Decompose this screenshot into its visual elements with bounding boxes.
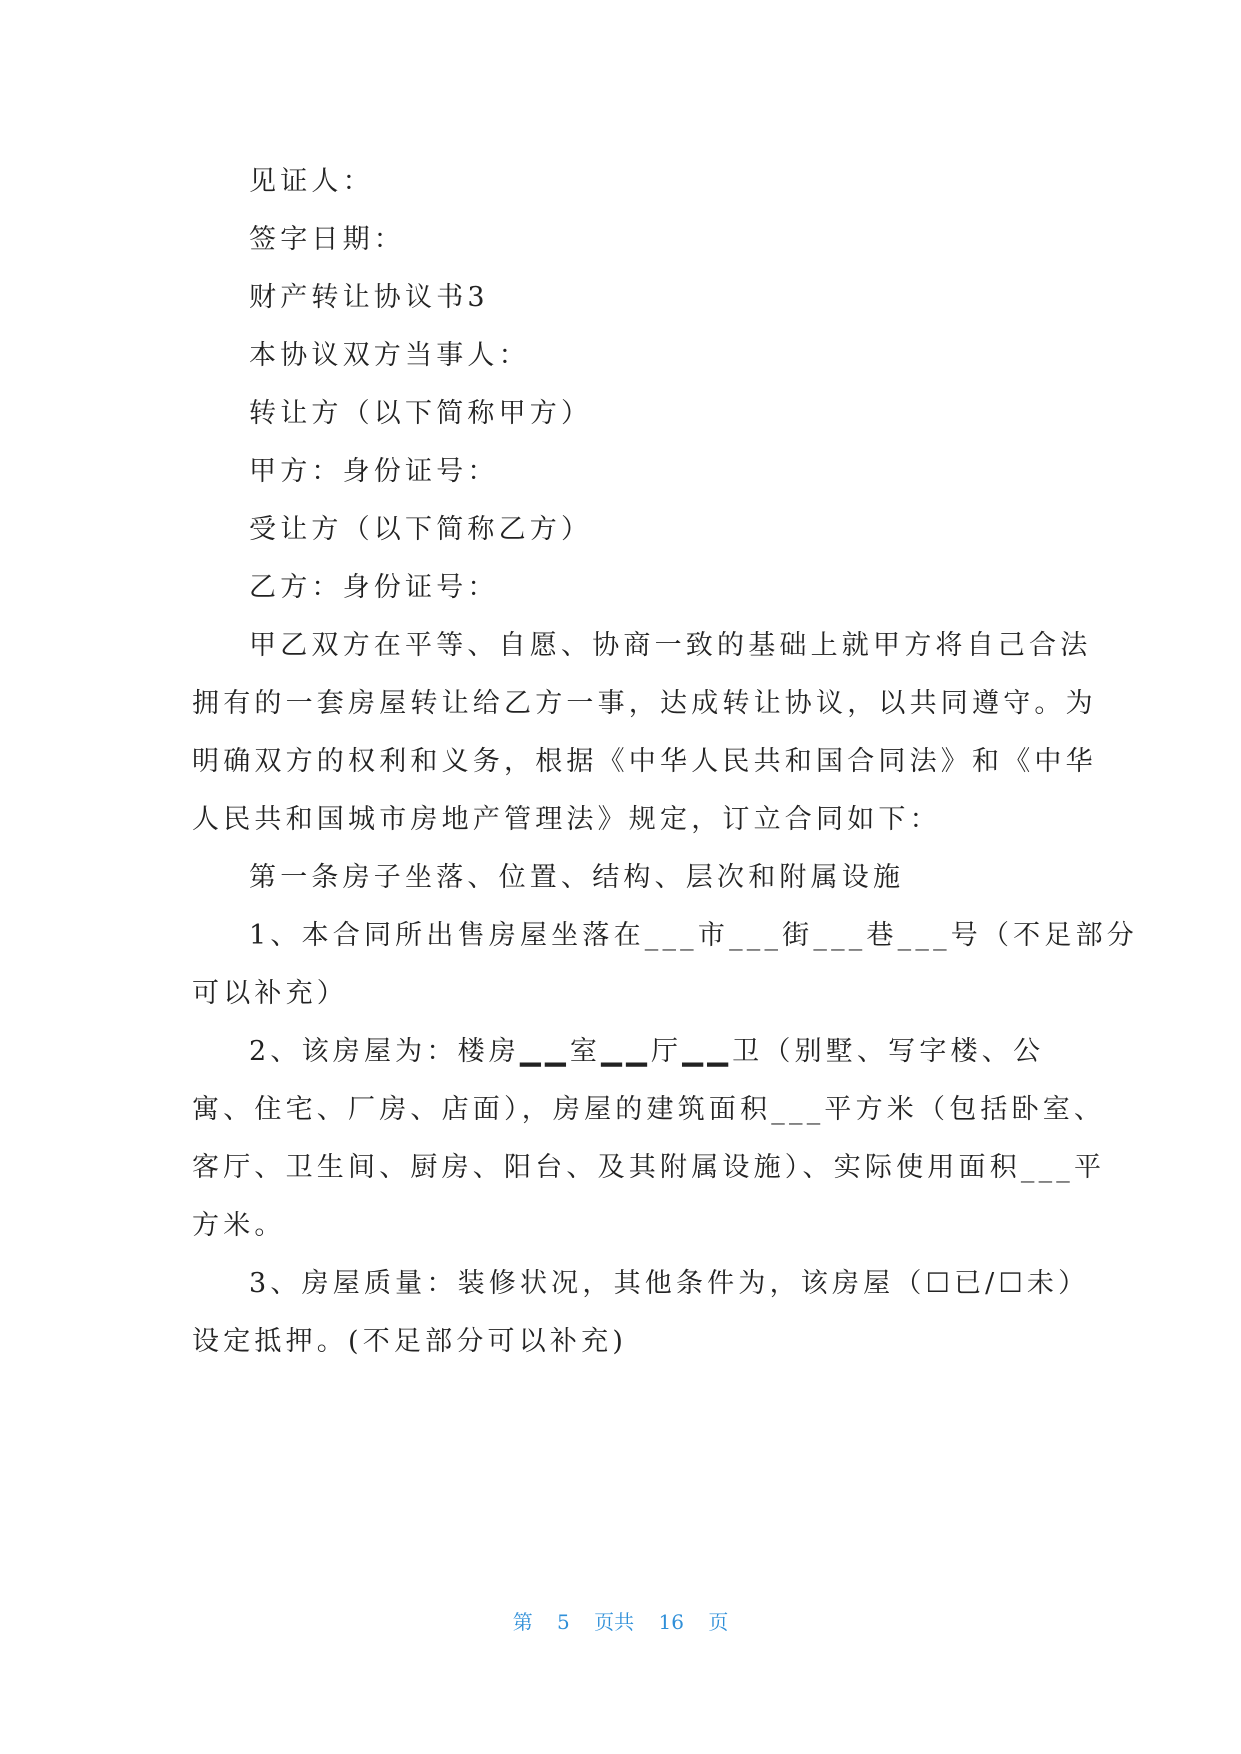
footer-mid: 页共	[594, 1610, 635, 1634]
clause-1-line-1: 1、本合同所出售房屋坐落在___市___街___巷___号（不足部分	[249, 920, 1138, 951]
parties-heading: 本协议双方当事人：	[249, 340, 530, 371]
transferor-line: 转让方（以下简称甲方）	[249, 398, 593, 429]
page-footer	[0, 1606, 1241, 1635]
clause-2-line-1: 2、该房屋为：楼房▁▁室▁▁厅▁▁卫（别墅、写字楼、公	[249, 1036, 1045, 1067]
footer-total-pages: 16	[658, 1610, 684, 1634]
clause-2-line-3: 客厅、卫生间、厨房、阳台、及其附属设施）、实际使用面积___平	[192, 1152, 1106, 1183]
clause-2-line-4: 方米。	[192, 1210, 286, 1241]
preamble-line-3: 明确双方的权利和义务，根据《中华人民共和国合同法》和《中华	[192, 746, 1097, 777]
article-one-heading: 第一条房子坐落、位置、结构、层次和附属设施	[249, 862, 905, 893]
clause-3-line-1: 3、房屋质量：装修状况，其他条件为，该房屋（☐已/☐未）	[249, 1268, 1090, 1299]
clause-1-line-2: 可以补充）	[192, 978, 348, 1009]
witness-line: 见证人：	[249, 166, 374, 197]
transferee-line: 受让方（以下简称乙方）	[249, 514, 593, 545]
party-b-id-line: 乙方：身份证号：	[249, 572, 499, 603]
preamble-line-2: 拥有的一套房屋转让给乙方一事，达成转让协议，以共同遵守。为	[192, 688, 1097, 719]
sign-date-line: 签字日期：	[249, 224, 405, 255]
party-a-id-line: 甲方：身份证号：	[249, 456, 499, 487]
clause-2-line-2: 寓、住宅、厂房、店面），房屋的建筑面积___平方米（包括卧室、	[192, 1094, 1106, 1125]
footer-current-page: 5	[557, 1610, 570, 1634]
preamble-line-4: 人民共和国城市房地产管理法》规定，订立合同如下：	[192, 804, 941, 835]
footer-prefix: 第	[512, 1610, 533, 1634]
agreement-title: 财产转让协议书3	[249, 282, 489, 313]
preamble-line-1: 甲乙双方在平等、自愿、协商一致的基础上就甲方将自己合法	[249, 630, 1092, 661]
footer-suffix: 页	[708, 1610, 729, 1634]
clause-3-line-2: 设定抵押。(不足部分可以补充)	[192, 1326, 628, 1357]
